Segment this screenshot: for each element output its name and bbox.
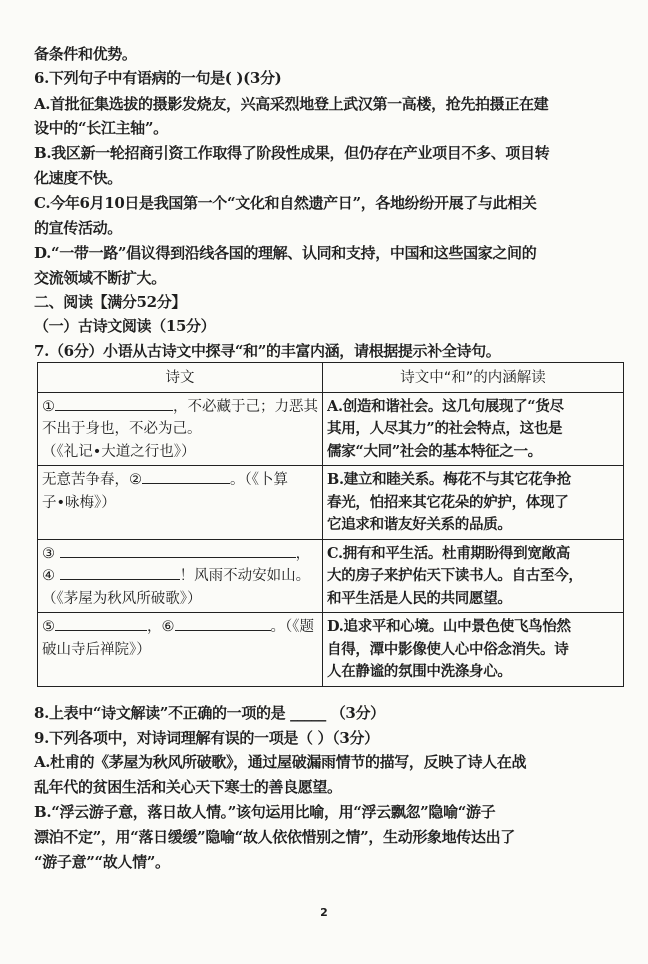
table-row <box>38 613 624 687</box>
section-2-heading: 二、阅读【满分52分】 <box>34 293 187 311</box>
option-6d-line2: 交流领域不断扩大。 <box>34 269 166 287</box>
interpretation-line: C.拥有和平生活。杜甫期盼得到宽敞高 <box>327 544 570 562</box>
poem-text: ！风雨不动安如山。 <box>179 568 311 584</box>
question-9: 9.下列各项中，对诗词理解有误的一项是（ ）（3分） <box>34 729 379 747</box>
interpretation-cell <box>323 466 624 540</box>
poem-source: 。（《卜算 <box>230 472 288 488</box>
option-9b-line1: B.“浮云游子意，落日故人情。”该句运用比喻，用“浮云飘忽”隐喻“游子 <box>34 803 496 821</box>
poem-source: 破山寺后禅院》） <box>42 641 151 658</box>
interpretation-line: D.追求平和心境。山中景色使飞鸟怡然 <box>327 618 571 635</box>
option-6d-line1: D.“一带一路”倡议得到沿线各国的理解、认同和支持，中国和这些国家之间的 <box>34 244 537 262</box>
blank-number-4: ④ <box>42 568 55 584</box>
interpretation-line: 和平生活是人民的共同愿望。 <box>327 589 512 607</box>
option-9a-line2: 乱年代的贫困生活和关心天下寒士的善良愿望。 <box>34 778 342 796</box>
poem-cell <box>38 392 323 466</box>
poem-source: （《礼记•大道之行也》） <box>42 443 196 460</box>
interpretation-cell <box>323 539 624 613</box>
interpretation-line: 春光，怕招来其它花朵的妒护，体现了 <box>327 493 569 511</box>
poem-table <box>37 362 624 687</box>
blank-number-3: ③ <box>42 545 55 562</box>
blank-number-6: ，⑥ <box>147 619 175 635</box>
question-6: 6.下列句子中有语病的一句是( )(3分) <box>34 69 282 87</box>
option-6b-line2: 化速度不快。 <box>34 169 122 187</box>
poem-text: 无意苦争春，② <box>42 472 142 488</box>
option-9b-line3: “游子意”“故人情”。 <box>34 853 170 871</box>
interpretation-line: 儒家“大同”社会的基本特征之一。 <box>327 442 542 460</box>
punctuation: ， <box>295 545 311 562</box>
option-6c-line2: 的宣传活动。 <box>34 219 122 237</box>
answer-blank-4[interactable] <box>60 565 180 580</box>
answer-blank-2[interactable] <box>142 469 230 484</box>
option-9b-line2: 漂泊不定”，用“落日缓缓”隐喻“故人依依惜别之情”，生动形象地传达出了 <box>34 828 515 846</box>
answer-blank-3[interactable] <box>60 543 296 558</box>
interpretation-line: 其用，人尽其力”的社会特点，这也是 <box>327 420 563 437</box>
poem-cell <box>38 466 323 540</box>
subsection-1-heading: （一）古诗文阅读（15分） <box>34 317 216 335</box>
question-7: 7.（6分）小语从古诗文中探寻“和”的丰富内涵，请根据提示补全诗句。 <box>34 342 501 360</box>
table-row <box>38 466 624 540</box>
table-header-poem: 诗文 <box>38 363 323 393</box>
answer-blank-5[interactable] <box>55 616 147 631</box>
poem-cell <box>38 539 323 613</box>
text-line: 备条件和优势。 <box>34 45 137 63</box>
answer-blank-1[interactable] <box>55 396 173 411</box>
question-8: 8.上表中“诗文解读”不正确的一项的是 _____ （3分） <box>34 704 385 722</box>
option-6a-line1: A.首批征集选拔的摄影发烧友，兴高采烈地登上武汉第一高楼，抢先拍摄正在建 <box>34 95 549 113</box>
poem-source: 子•咏梅》） <box>42 494 116 511</box>
poem-cell <box>38 613 323 687</box>
option-6b-line1: B.我区新一轮招商引资工作取得了阶段性成果，但仍存在产业项目不多、项目转 <box>34 144 550 162</box>
poem-text: 不出于身也，不必为己。 <box>42 421 202 437</box>
page-number: 2 <box>320 906 328 919</box>
interpretation-cell <box>323 392 624 466</box>
table-header-row <box>38 363 624 393</box>
option-9a-line1: A.杜甫的《茅屋为秋风所破歌》，通过屋破漏雨情节的描写，反映了诗人在战 <box>34 753 527 771</box>
interpretation-line: 自得，潭中影像使人心中俗念消失。诗 <box>327 640 569 658</box>
poem-text: ，不必藏于己；力恶其 <box>173 398 318 415</box>
blank-number-5: ⑤ <box>42 619 55 635</box>
table-row <box>38 539 624 613</box>
answer-blank-6[interactable] <box>175 616 271 631</box>
poem-source: （《茅屋为秋风所破歌》） <box>42 590 202 607</box>
interpretation-line: B.建立和睦关系。梅花不与其它花争抢 <box>327 471 571 488</box>
interpretation-line: 人在静谧的氛围中洗涤身心。 <box>327 663 512 680</box>
option-6a-line2: 设中的“长江主轴”。 <box>34 119 168 137</box>
interpretation-line: A.创造和谐社会。这几句展现了“货尽 <box>327 397 564 415</box>
option-6c-line1: C.今年6月10日是我国第一个“文化和自然遗产日”，各地纷纷开展了与此相关 <box>34 194 537 212</box>
interpretation-line: 它追求和谐友好关系的品质。 <box>327 516 512 533</box>
table-header-meaning: 诗文中“和”的内涵解读 <box>323 363 624 393</box>
blank-number-1: ① <box>42 398 55 415</box>
poem-source: 。（《题 <box>270 619 314 635</box>
table-row <box>38 392 624 466</box>
interpretation-cell <box>323 613 624 687</box>
interpretation-line: 大的房子来护佑天下读书人。自古至今， <box>327 567 583 584</box>
